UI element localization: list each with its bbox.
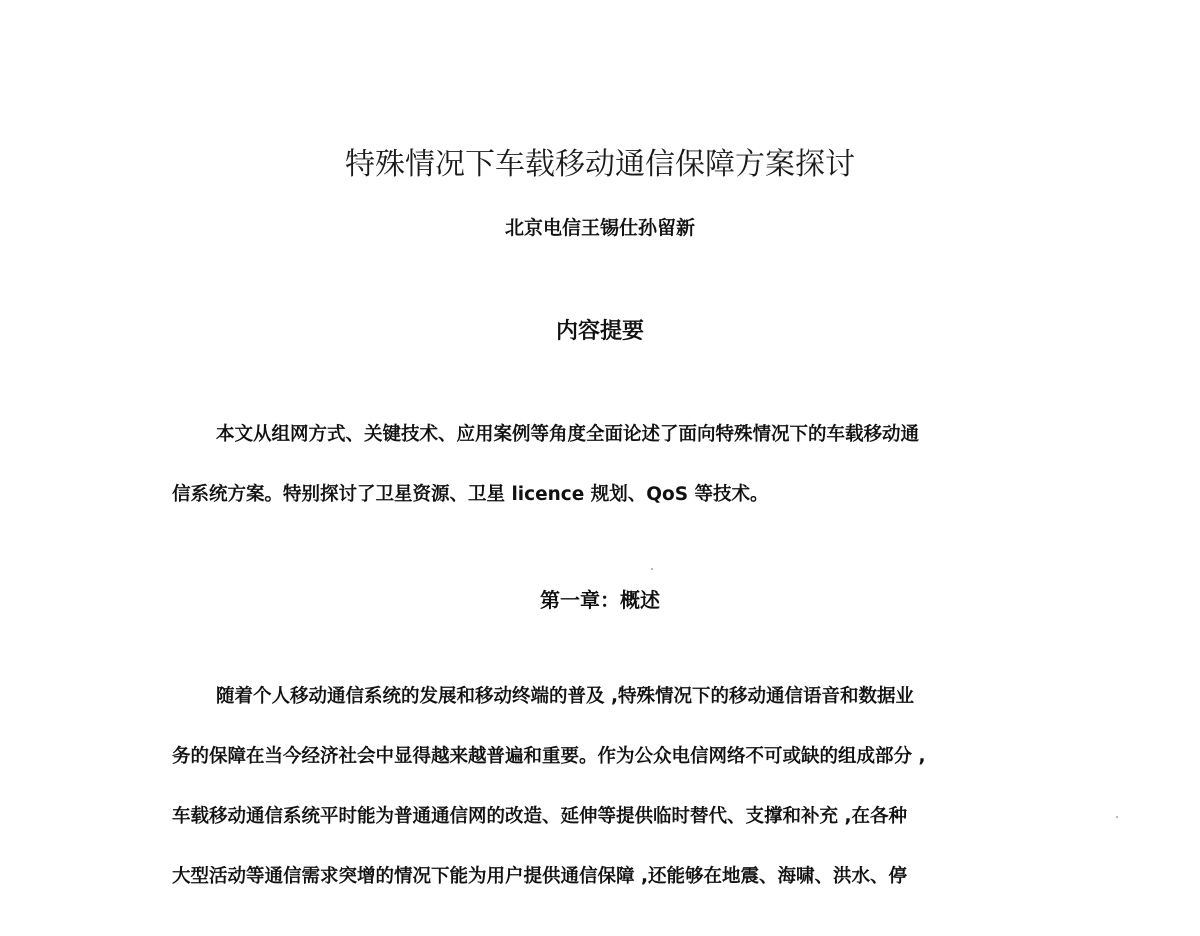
paragraph-line: 车载移动通信系统平时能为普通通信网的改造、延伸等提供临时替代、支撑和补充 ,在各种: [172, 806, 907, 827]
paragraph-line: 大型活动等通信需求突增的情况下能为用户提供通信保障 ,还能够在地震、海啸、洪水、停: [172, 866, 907, 887]
scan-speck: [651, 568, 653, 570]
abstract-heading: 内容提要: [555, 319, 644, 344]
paragraph-line: 本文从组网方式、关键技术、应用案例等角度全面论述了面向特殊情况下的车载移动通: [216, 424, 920, 445]
chapter-heading: 第一章：概述: [540, 588, 660, 612]
document-authors: 北京电信王锡仕孙留新: [504, 217, 695, 239]
scan-speck: [1116, 816, 1118, 818]
paragraph-line: 随着个人移动通信系统的发展和移动终端的普及 ,特殊情况下的移动通信语音和数据业: [216, 686, 914, 707]
abstract-paragraph: [172, 405, 1032, 525]
paragraph-line: 信系统方案。特别探讨了卫星资源、卫星 licence 规划、QoS 等技术。: [172, 484, 769, 505]
chapter-paragraph: [172, 667, 1032, 907]
paragraph-line: 务的保障在当今经济社会中显得越来越普遍和重要。作为公众电信网络不可或缺的组成部分 ,: [172, 746, 926, 767]
document-title: 特殊情况下车载移动通信保障方案探讨: [345, 147, 855, 182]
